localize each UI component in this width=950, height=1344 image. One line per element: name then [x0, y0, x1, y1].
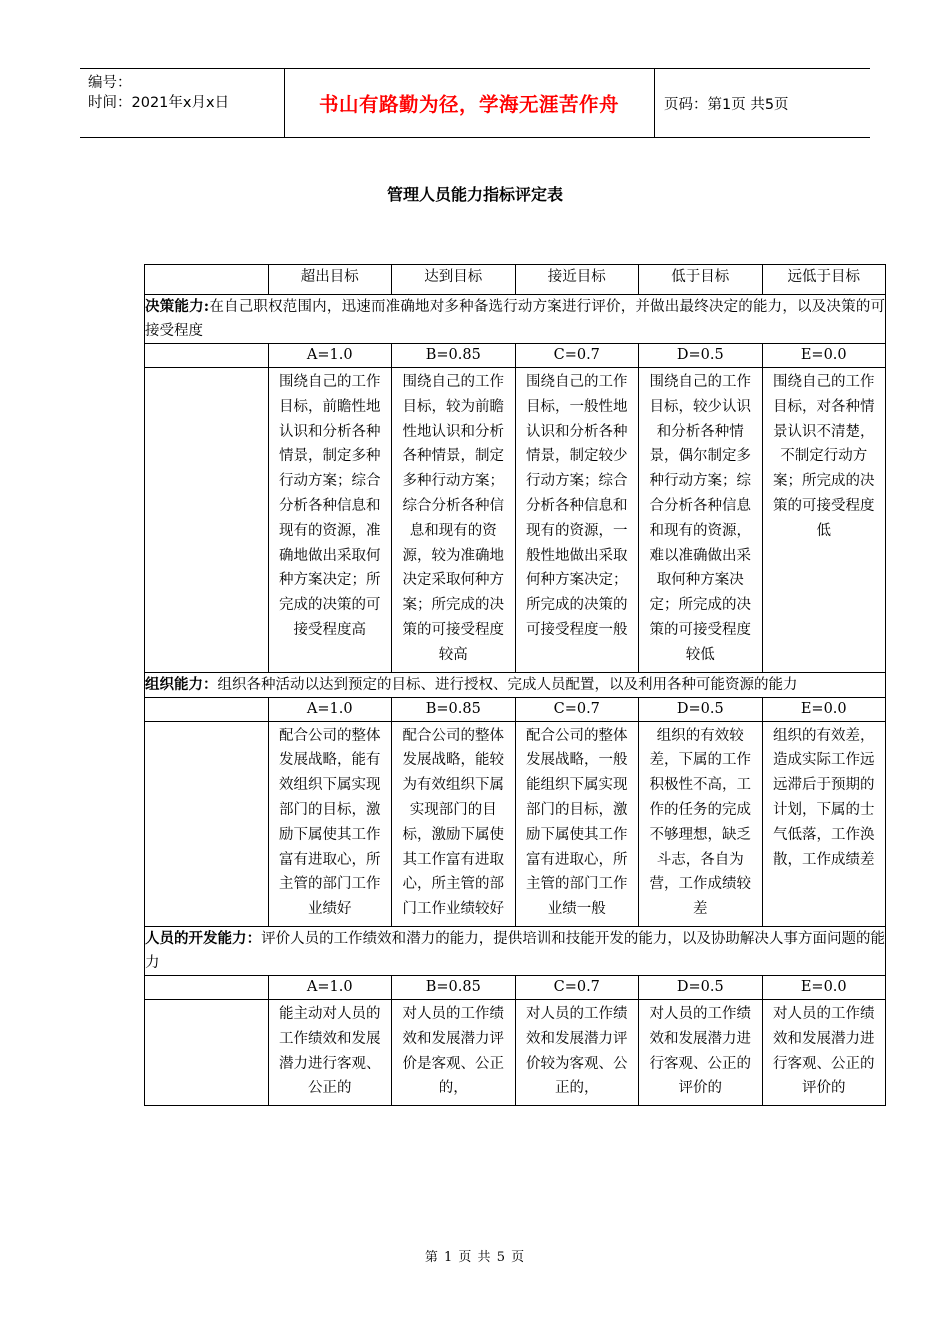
section-definition-cell — [145, 295, 886, 344]
corner-cell — [145, 265, 269, 295]
description-cell: 围绕自己的工作目标，较为前瞻性地认识和分析各种情景，制定多种行动方案；综合分析各种信息和现有的资源，较为准确地决定采取何种方案；所完成的决策的可接受程度较高 — [392, 368, 516, 673]
header-divider — [654, 69, 655, 137]
level-header-row — [145, 265, 886, 295]
page-header — [80, 68, 870, 138]
level-header-cell: 达到目标 — [392, 265, 516, 295]
score-row — [145, 344, 886, 368]
score-cell: B=0.85 — [392, 344, 516, 368]
section-definition-cell — [145, 672, 886, 697]
level-header-cell: 超出目标 — [268, 265, 392, 295]
score-cell: C=0.7 — [515, 697, 639, 721]
description-cell: 对人员的工作绩效和发展潜力进行客观、公正的评价的 — [762, 999, 886, 1105]
score-row — [145, 975, 886, 999]
evaluation-table — [144, 264, 886, 1106]
section-separator: : — [203, 298, 210, 315]
section-name: 决策能力 — [145, 298, 204, 315]
description-cell: 组织的有效差，造成实际工作远远滞后于预期的计划，下属的士气低落，工作涣散，工作成绩差 — [762, 721, 886, 926]
score-cell: B=0.85 — [392, 975, 516, 999]
section-definition-row — [145, 295, 886, 344]
section-separator: ： — [203, 675, 218, 693]
score-cell: C=0.7 — [515, 975, 639, 999]
header-page-label: 页码：第1页 共5页 — [664, 97, 789, 113]
description-row-label-cell — [145, 999, 269, 1105]
date-label: 时间：2021年x月x日 — [88, 95, 230, 111]
section-definition: 评价人员的工作绩效和潜力的能力，提供培训和技能开发的能力，以及协助解决人事方面问题的能力 — [145, 930, 886, 971]
page-footer: 第 1 页 共 5 页 — [424, 1250, 526, 1265]
section-definition-cell — [145, 926, 886, 975]
level-header-cell: 接近目标 — [515, 265, 639, 295]
document-title: 管理人员能力指标评定表 — [386, 185, 563, 204]
score-cell: C=0.7 — [515, 344, 639, 368]
score-cell: E=0.0 — [762, 975, 886, 999]
level-header-cell: 低于目标 — [639, 265, 763, 295]
header-slogan: 书山有路勤为径，学海无涯苦作舟 — [318, 93, 619, 116]
score-row-label-cell — [145, 697, 269, 721]
level-header-cell: 远低于目标 — [762, 265, 886, 295]
description-cell: 围绕自己的工作目标，一般性地认识和分析各种情景，制定较少行动方案；综合分析各种信息和现有的资源，一般性地做出采取何种方案决定；所完成的决策的可接受程度一般 — [515, 368, 639, 673]
description-row — [145, 721, 886, 926]
section-separator: ： — [246, 929, 262, 947]
score-cell: A=1.0 — [268, 697, 392, 721]
description-row-label-cell — [145, 721, 269, 926]
description-cell: 对人员的工作绩效和发展潜力评价较为客观、公正的， — [515, 999, 639, 1105]
section-name: 组织能力 — [145, 675, 203, 693]
description-cell: 配合公司的整体发展战略，能有效组织下属实现部门的目标，激励下属使其工作富有进取心，所主管的部门工作业绩好 — [268, 721, 392, 926]
section-name: 人员的开发能力 — [145, 929, 247, 947]
description-cell: 围绕自己的工作目标，对各种情景认识不清楚，不制定行动方案；所完成的决策的可接受程度低 — [762, 368, 886, 673]
number-label: 编号： — [88, 75, 132, 91]
description-cell: 围绕自己的工作目标，较少认识和分析各种情景，偶尔制定多种行动方案；综合分析各种信息和现有的资源，难以准确做出采取何种方案决定；所完成的决策的可接受程度较低 — [639, 368, 763, 673]
score-cell: E=0.0 — [762, 344, 886, 368]
description-cell: 组织的有效较差，下属的工作积极性不高，工作的任务的完成不够理想，缺乏斗志，各自为营，工作成绩较差 — [639, 721, 763, 926]
description-cell: 配合公司的整体发展战略，一般能组织下属实现部门的目标，激励下属使其工作富有进取心，所主管的部门工作业绩一般 — [515, 721, 639, 926]
score-cell: A=1.0 — [268, 975, 392, 999]
score-row — [145, 697, 886, 721]
description-cell: 能主动对人员的工作绩效和发展潜力进行客观、公正的 — [268, 999, 392, 1105]
description-cell: 对人员的工作绩效和发展潜力评价是客观、公正的， — [392, 999, 516, 1105]
score-cell: D=0.5 — [639, 975, 763, 999]
description-row — [145, 999, 886, 1105]
section-definition-row — [145, 926, 886, 975]
description-cell: 围绕自己的工作目标，前瞻性地认识和分析各种情景，制定多种行动方案；综合分析各种信息和现有的资源，准确地做出采取何种方案决定；所完成的决策的可接受程度高 — [268, 368, 392, 673]
score-cell: D=0.5 — [639, 344, 763, 368]
section-definition: 组织各种活动以达到预定的目标、进行授权、完成人员配置，以及利用各种可能资源的能力 — [217, 676, 798, 693]
score-cell: A=1.0 — [268, 344, 392, 368]
score-cell: E=0.0 — [762, 697, 886, 721]
score-cell: B=0.85 — [392, 697, 516, 721]
section-definition-row — [145, 672, 886, 697]
description-cell: 对人员的工作绩效和发展潜力进行客观、公正的评价的 — [639, 999, 763, 1105]
score-row-label-cell — [145, 344, 269, 368]
description-row — [145, 368, 886, 673]
header-meta — [88, 73, 284, 113]
section-definition: 在自己职权范围内，迅速而准确地对多种备选行动方案进行评价，并做出最终决定的能力，以及决策的可接受程度 — [145, 299, 886, 339]
description-cell: 配合公司的整体发展战略，能较为有效组织下属实现部门的目标，激励下属使其工作富有进取心，所主管的部门工作业绩较好 — [392, 721, 516, 926]
score-cell: D=0.5 — [639, 697, 763, 721]
score-row-label-cell — [145, 975, 269, 999]
description-row-label-cell — [145, 368, 269, 673]
